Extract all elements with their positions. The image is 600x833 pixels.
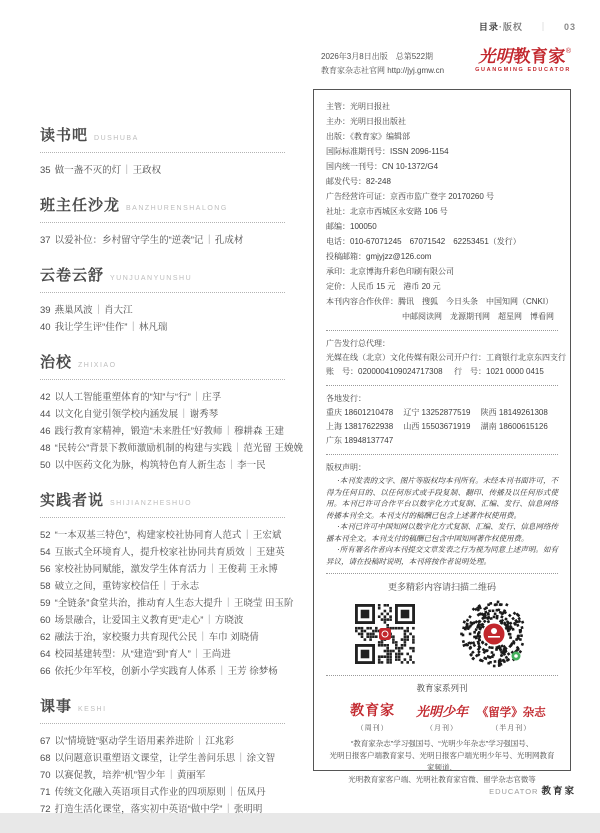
toc-entry-page: 70 bbox=[40, 770, 51, 781]
toc-entry-title: 以人工智能重塑体育的“知”与“行” bbox=[54, 392, 191, 403]
toc-section-pinyin: SHIJIANZHESHUO bbox=[110, 500, 193, 507]
toc-entry-divider: ｜ bbox=[194, 736, 205, 747]
toc-entry-title: 打造生活化课堂，落实初中英语“做中学” bbox=[54, 804, 223, 815]
masthead-column bbox=[313, 47, 571, 784]
colophon-line-text: 本刊内容合作伙伴：腾讯 搜狐 今日头条 中国知网（CNKI） bbox=[326, 297, 554, 306]
toc-entry-title: 互嵌式全环境育人，提升校家社协同共育质效 bbox=[54, 547, 245, 558]
toc-section-title: 班主任沙龙 bbox=[40, 197, 121, 214]
toc-entry-title: “全链条”食堂共治，推动育人生态大提升 bbox=[54, 598, 223, 609]
toc-entry-title: 校园基建转型：从“建造”到“育人” bbox=[54, 649, 191, 660]
distribution-contact: 重庆 18601210478 bbox=[326, 408, 394, 417]
toc-section-title: 治校 bbox=[40, 354, 73, 371]
toc-entry-page: 52 bbox=[40, 530, 51, 541]
colophon-line-text: 投稿邮箱：gmjyjzz@126.com bbox=[326, 252, 432, 261]
toc-section bbox=[40, 489, 314, 680]
colophon-line bbox=[326, 249, 558, 264]
colophon-line bbox=[326, 174, 558, 189]
toc-entry-page: 40 bbox=[40, 322, 51, 333]
colophon-line bbox=[326, 204, 558, 219]
toc-section-pinyin: BANZHURENSHALONG bbox=[126, 205, 228, 212]
toc-section-pinyin: YUNJUANYUNSHU bbox=[110, 275, 193, 282]
toc-entry[interactable] bbox=[40, 663, 314, 680]
ad-agency-details bbox=[326, 351, 566, 379]
brand-logo bbox=[475, 48, 571, 74]
toc-item-list bbox=[40, 733, 314, 818]
toc-entry[interactable] bbox=[40, 767, 314, 784]
toc-entry-authors: 方晓波 bbox=[214, 615, 244, 626]
qr-code-round bbox=[459, 599, 529, 669]
dotted-divider bbox=[326, 330, 558, 331]
official-website[interactable]: 教育家杂志社官网 http://jyj.gmw.cn bbox=[321, 66, 445, 75]
toc-section-title: 云卷云舒 bbox=[40, 267, 105, 284]
distribution-contact: 辽宁 13252877519 bbox=[403, 408, 471, 417]
toc-entry-divider: ｜ bbox=[223, 426, 233, 437]
toc-entry[interactable] bbox=[40, 302, 314, 319]
toc-entry-divider: ｜ bbox=[245, 547, 256, 558]
toc-section-title: 实践者说 bbox=[40, 492, 105, 509]
colophon-line-text: 定价：人民币 15 元 港币 20 元 bbox=[326, 282, 441, 291]
toc-entry-page: 48 bbox=[40, 443, 51, 454]
dotted-divider bbox=[326, 675, 558, 676]
toc-entry-authors: 王芳 徐梦杨 bbox=[227, 666, 278, 677]
toc-entry-divider: ｜ bbox=[204, 235, 214, 246]
copyright-paragraph: ·本刊已许可中国知网以数字化方式复制、汇编、发行、信息网络传播本刊全文。本刊支付的稿酬已包含中国知网著作权使用费。 bbox=[326, 522, 558, 543]
toc-entry-title: 以爱补位：乡村留守学生的“逆袭”记 bbox=[54, 235, 204, 246]
toc-entry-title: “民转公”背景下教师激励机制的构建与实践 bbox=[54, 443, 232, 454]
toc-item-list bbox=[40, 389, 314, 474]
colophon-line-text: 电话：010-67071245 67071542 62253451（发行） bbox=[326, 237, 521, 246]
toc-entry-page: 50 bbox=[40, 460, 51, 471]
toc-entry-title: 践行教育家精神，锻造“未来胜任”好教师 bbox=[54, 426, 223, 437]
toc-item-list bbox=[40, 527, 314, 680]
toc-entry-authors: 林凡瑞 bbox=[138, 322, 168, 333]
toc-section-header bbox=[40, 351, 285, 380]
section-label-secondary: ·版权 bbox=[498, 22, 523, 32]
toc-item-list bbox=[40, 162, 314, 179]
series-publication-name: 光明少年 bbox=[415, 705, 468, 720]
dotted-divider bbox=[326, 454, 558, 455]
toc-entry-page: 62 bbox=[40, 632, 51, 643]
toc-entry[interactable] bbox=[40, 527, 314, 544]
toc-entry-divider: ｜ bbox=[226, 787, 237, 798]
toc-entry-authors: 王晓莹 田玉阶 bbox=[233, 598, 294, 609]
series-channel-line: 光明教育家客户端、光明社教育家官微、留学杂志官微等 bbox=[348, 775, 536, 784]
toc-entry-divider: ｜ bbox=[166, 770, 176, 781]
toc-entry[interactable] bbox=[40, 440, 314, 457]
series-publication bbox=[407, 701, 476, 733]
toc-entry-page: 68 bbox=[40, 753, 51, 764]
colophon-box bbox=[313, 89, 571, 784]
toc-entry-authors: 江兆彩 bbox=[205, 736, 234, 747]
colophon-line-text: 承印：北京博海升彩色印刷有限公司 bbox=[326, 267, 454, 276]
toc-entry[interactable] bbox=[40, 733, 314, 750]
colophon-line bbox=[326, 129, 558, 144]
toc-entry-title: 融法于治，家校聚力共育现代公民 bbox=[54, 632, 198, 643]
toc-entry-authors: 王政权 bbox=[132, 165, 162, 176]
toc-entry-authors: 张明明 bbox=[233, 804, 263, 815]
series-heading: 教育家系列刊 bbox=[416, 683, 468, 693]
toc-entry-page: 60 bbox=[40, 615, 51, 626]
toc-entry-page: 58 bbox=[40, 581, 51, 592]
series-publications bbox=[326, 700, 558, 733]
colophon-line bbox=[326, 219, 558, 234]
toc-entry[interactable] bbox=[40, 423, 314, 440]
agency-account: 账 号：0200004109024717308 bbox=[326, 367, 443, 376]
toc-entry-title: 家校社协同赋能，激发学生体育活力 bbox=[54, 564, 207, 575]
toc-entry-page: 67 bbox=[40, 736, 51, 747]
toc-section bbox=[40, 124, 314, 179]
toc-section-title: 课事 bbox=[40, 698, 73, 715]
colophon-line bbox=[326, 189, 558, 204]
series-publication-name: 教育家 bbox=[350, 702, 396, 718]
toc-entry-page: 35 bbox=[40, 165, 51, 176]
toc-entry-authors: 谢秀琴 bbox=[189, 409, 219, 420]
toc-entry-divider: ｜ bbox=[191, 649, 202, 660]
toc-entry-page: 39 bbox=[40, 305, 51, 316]
toc-entry[interactable] bbox=[40, 389, 314, 406]
series-channel-line: “教育家杂志”学习强国号、“光明少年杂志”学习强国号、 bbox=[350, 739, 534, 748]
toc-entry-divider: ｜ bbox=[204, 615, 214, 626]
ad-agency-block bbox=[326, 337, 566, 379]
qr-code-square bbox=[355, 604, 415, 664]
colophon-line-text: 主管：光明日报社 bbox=[326, 102, 390, 111]
toc-entry-title: 传统文化融入英语项目式作业的四项原则 bbox=[54, 787, 226, 798]
distribution-heading: 各地发行： bbox=[326, 394, 366, 403]
colophon-line-text: 广告经营许可证：京西市监广登字 20170260 号 bbox=[326, 192, 495, 201]
colophon-line-text: 邮编：100050 bbox=[326, 222, 377, 231]
toc-entry[interactable] bbox=[40, 406, 314, 423]
distribution-contact: 山西 15503671919 bbox=[403, 422, 471, 431]
colophon-line bbox=[326, 264, 558, 279]
toc-entry-page: 37 bbox=[40, 235, 51, 246]
distribution-contact: 湖南 18600615126 bbox=[480, 422, 548, 431]
toc-entry[interactable] bbox=[40, 457, 314, 474]
brand-script-text: 光明 bbox=[478, 47, 513, 67]
distribution-block bbox=[326, 392, 558, 448]
colophon-line bbox=[326, 294, 558, 309]
toc-entry-divider: ｜ bbox=[179, 409, 189, 420]
toc-entry-authors: 黄丽军 bbox=[176, 770, 206, 781]
brand-bold-text: 教育家 bbox=[513, 47, 566, 66]
toc-entry[interactable] bbox=[40, 232, 314, 249]
distribution-contact: 上海 13817622938 bbox=[326, 422, 394, 431]
toc-entry-title: 以赛促教，培养“机”智少年 bbox=[54, 770, 166, 781]
copyright-paragraph: ·所有署名作者向本刊提交文章发表之行为视为同意上述声明。如有异议，请在投稿时说明，本刊将按作者说明处理。 bbox=[326, 545, 558, 566]
agency-bank-no: 行 号：1021 0000 0415 bbox=[454, 367, 544, 376]
footer-cn-label: 教育家 bbox=[541, 786, 576, 797]
copyright-paragraph: ·本刊发表的文字、图片等版权均本刊所有。未经本刊书面许可，不得为任何目的、以任何形式或手段复制、翻印、传播及以任何形式使用。本刊已许可合作平台以数字化方式复制、汇编、发行、信息网络传播本刊全文。本刊支付的稿酬已包含上述著作权使用费。 bbox=[326, 476, 558, 520]
colophon-line bbox=[326, 144, 558, 159]
toc-section-header bbox=[40, 695, 285, 724]
agency-company: 光媒在线（北京）文化传媒有限公司 bbox=[326, 353, 454, 362]
colophon-line-text: 主办：光明日报出版社 bbox=[326, 117, 406, 126]
toc-entry-title: 场景融合，让爱国主义教育更“走心” bbox=[54, 615, 204, 626]
toc-entry-page: 42 bbox=[40, 392, 51, 403]
series-publication bbox=[338, 700, 407, 733]
distribution-contact: 广东 18948137747 bbox=[326, 436, 394, 445]
toc-entry-divider: ｜ bbox=[242, 530, 252, 541]
toc-entry-authors: 涂文智 bbox=[246, 753, 276, 764]
toc-entry-divider: ｜ bbox=[223, 804, 233, 815]
colophon-line bbox=[326, 114, 558, 129]
series-publication-frequency: （半月刊） bbox=[491, 725, 532, 732]
page-header bbox=[479, 20, 576, 33]
toc-section-pinyin: ZHIXIAO bbox=[78, 362, 117, 369]
toc-section-pinyin: KESHI bbox=[78, 706, 107, 713]
toc-section bbox=[40, 695, 314, 818]
toc-entry-page: 46 bbox=[40, 426, 51, 437]
toc-entry-authors: 肖大江 bbox=[104, 305, 133, 316]
colophon-line-text: 出版：《教育家》编辑部 bbox=[326, 132, 410, 141]
toc-entry[interactable] bbox=[40, 646, 314, 663]
toc-section bbox=[40, 264, 314, 336]
toc-section-title: 读书吧 bbox=[40, 127, 89, 144]
toc-entry-authors: 于永志 bbox=[170, 581, 200, 592]
distribution-contact: 陕西 18149261308 bbox=[480, 408, 548, 417]
toc-entry[interactable] bbox=[40, 578, 314, 595]
toc-entry[interactable] bbox=[40, 544, 314, 561]
toc-section bbox=[40, 351, 314, 474]
toc-entry-title: 做一盏不灭的灯 bbox=[54, 165, 122, 176]
toc-entry[interactable] bbox=[40, 801, 314, 818]
toc-section-header bbox=[40, 194, 285, 223]
brand-subtitle: GUANGMING EDUCATOR bbox=[475, 67, 571, 73]
page-footer bbox=[489, 783, 576, 797]
toc-entry-title: 燕巢风波 bbox=[54, 305, 93, 316]
toc-entry-authors: 庄孚 bbox=[202, 392, 222, 403]
toc-entry-page: 54 bbox=[40, 547, 51, 558]
toc-entry-authors: 车巾 刘晓倩 bbox=[208, 632, 259, 643]
copyright-paragraphs bbox=[326, 475, 558, 567]
colophon-line bbox=[326, 309, 558, 324]
toc-entry-title: 以中医药文化为脉，构筑特色育人新生态 bbox=[54, 460, 226, 471]
toc-item-list bbox=[40, 232, 314, 249]
dotted-divider bbox=[326, 385, 558, 386]
colophon-line-text: 国际标准期刊号：ISSN 2096-1154 bbox=[326, 147, 449, 156]
toc-entry[interactable] bbox=[40, 629, 314, 646]
series-publication-name: 《留学》杂志 bbox=[476, 707, 546, 719]
toc-entry-divider: ｜ bbox=[160, 581, 170, 592]
colophon-line bbox=[326, 99, 558, 114]
toc-entry-authors: 穆耕森 王建 bbox=[233, 426, 285, 437]
qr-section-heading: 更多精彩内容请扫描二维码 bbox=[387, 582, 496, 592]
toc-entry-divider: ｜ bbox=[236, 753, 246, 764]
publication-date: 2026年3月8日出版 总第522期 bbox=[321, 52, 434, 61]
toc-entry-authors: 孔成材 bbox=[214, 235, 244, 246]
toc-entry-divider: ｜ bbox=[198, 632, 208, 643]
dotted-divider bbox=[326, 573, 558, 574]
toc-section bbox=[40, 194, 314, 249]
brand-wordmark bbox=[475, 48, 571, 66]
ad-agency-heading: 广告发行总代理： bbox=[326, 339, 390, 348]
colophon-line-text: 国内统一刊号：CN 10-1372/G4 bbox=[326, 162, 439, 171]
page-number: 03 bbox=[563, 22, 576, 32]
copyright-heading: 版权声明： bbox=[326, 463, 366, 472]
toc-entry-authors: 王建英 bbox=[256, 547, 285, 558]
series-channels bbox=[326, 738, 558, 786]
qr-section bbox=[326, 580, 558, 669]
toc-entry-authors: 王宏斌 bbox=[252, 530, 282, 541]
agency-bank: 开户行：工商银行北京东四支行 bbox=[454, 353, 566, 362]
toc-entry-title: 依托少年军校，创新小学实践育人体系 bbox=[54, 666, 217, 677]
toc-entry[interactable] bbox=[40, 750, 314, 767]
colophon-line bbox=[326, 234, 558, 249]
toc-entry-page: 56 bbox=[40, 564, 51, 575]
table-of-contents bbox=[40, 124, 314, 833]
series-publication-frequency: （周刊） bbox=[356, 725, 389, 732]
colophon-line-text: 中邮阅读网 龙源期刊网 超星网 博看网 bbox=[402, 312, 554, 321]
toc-entry-page: 72 bbox=[40, 804, 51, 815]
toc-section-header bbox=[40, 264, 285, 293]
toc-entry-page: 66 bbox=[40, 666, 51, 677]
series-publication-frequency: （月刊） bbox=[425, 725, 458, 732]
registered-mark-icon: ® bbox=[565, 48, 571, 55]
toc-entry-authors: 伍凤丹 bbox=[237, 787, 266, 798]
colophon-lines bbox=[326, 99, 558, 324]
toc-entry-page: 59 bbox=[40, 598, 51, 609]
copyright-block bbox=[326, 461, 558, 567]
series-block bbox=[326, 682, 558, 786]
toc-entry-divider: ｜ bbox=[128, 322, 138, 333]
colophon-line bbox=[326, 279, 558, 294]
toc-entry-divider: ｜ bbox=[232, 443, 243, 454]
toc-item-list bbox=[40, 302, 314, 336]
toc-entry[interactable] bbox=[40, 595, 314, 612]
toc-entry-title: “一本双基三特色”，构建家校社协同育人范式 bbox=[54, 530, 242, 541]
toc-entry-page: 64 bbox=[40, 649, 51, 660]
toc-entry-divider: ｜ bbox=[191, 392, 202, 403]
toc-entry-divider: ｜ bbox=[93, 305, 104, 316]
toc-entry-divider: ｜ bbox=[122, 165, 132, 176]
toc-entry-divider: ｜ bbox=[217, 666, 227, 677]
toc-section-header bbox=[40, 124, 285, 153]
distribution-contacts bbox=[326, 406, 558, 448]
toc-entry-authors: 李一民 bbox=[237, 460, 266, 471]
toc-entry-authors: 范光留 王娩娩 bbox=[243, 443, 304, 454]
toc-entry-title: 以文化自觉引领学校内涵发展 bbox=[54, 409, 179, 420]
toc-entry-divider: ｜ bbox=[226, 460, 237, 471]
toc-section-header bbox=[40, 489, 285, 518]
toc-entry[interactable] bbox=[40, 162, 314, 179]
toc-entry[interactable] bbox=[40, 612, 314, 629]
colophon-line bbox=[326, 159, 558, 174]
toc-entry-divider: ｜ bbox=[207, 564, 218, 575]
qr-row bbox=[326, 599, 558, 669]
toc-section-pinyin: DUSHUBA bbox=[94, 135, 139, 142]
footer-en-label: EDUCATOR bbox=[489, 787, 539, 796]
toc-entry-title: 我让学生评“佳作” bbox=[54, 322, 128, 333]
toc-entry[interactable] bbox=[40, 561, 314, 578]
toc-entry-authors: 王俊莉 王永博 bbox=[218, 564, 278, 575]
header-separator: ｜ bbox=[538, 22, 549, 32]
toc-entry[interactable] bbox=[40, 784, 314, 801]
colophon-line-text: 社址：北京市西城区永安路 106 号 bbox=[326, 207, 448, 216]
toc-entry-title: 以问题意识重塑语文课堂，让学生善问乐思 bbox=[54, 753, 236, 764]
toc-entry-authors: 王尚进 bbox=[202, 649, 231, 660]
toc-entry-page: 44 bbox=[40, 409, 51, 420]
toc-entry-divider: ｜ bbox=[223, 598, 233, 609]
toc-entry-title: 破立之间，重铸家校信任 bbox=[54, 581, 160, 592]
toc-entry[interactable] bbox=[40, 319, 314, 336]
toc-entry-page: 71 bbox=[40, 787, 51, 798]
series-publication bbox=[477, 704, 546, 733]
toc-entry-title: 以“情境链”驱动学生语用素养进阶 bbox=[54, 736, 194, 747]
series-channel-line: 光明日报客户端教育家号、光明日报客户端光明少年号、光明网教育家频道、 bbox=[329, 751, 555, 772]
colophon-line-text: 邮发代号：82-248 bbox=[326, 177, 391, 186]
section-label-primary: 目录 bbox=[478, 22, 499, 32]
